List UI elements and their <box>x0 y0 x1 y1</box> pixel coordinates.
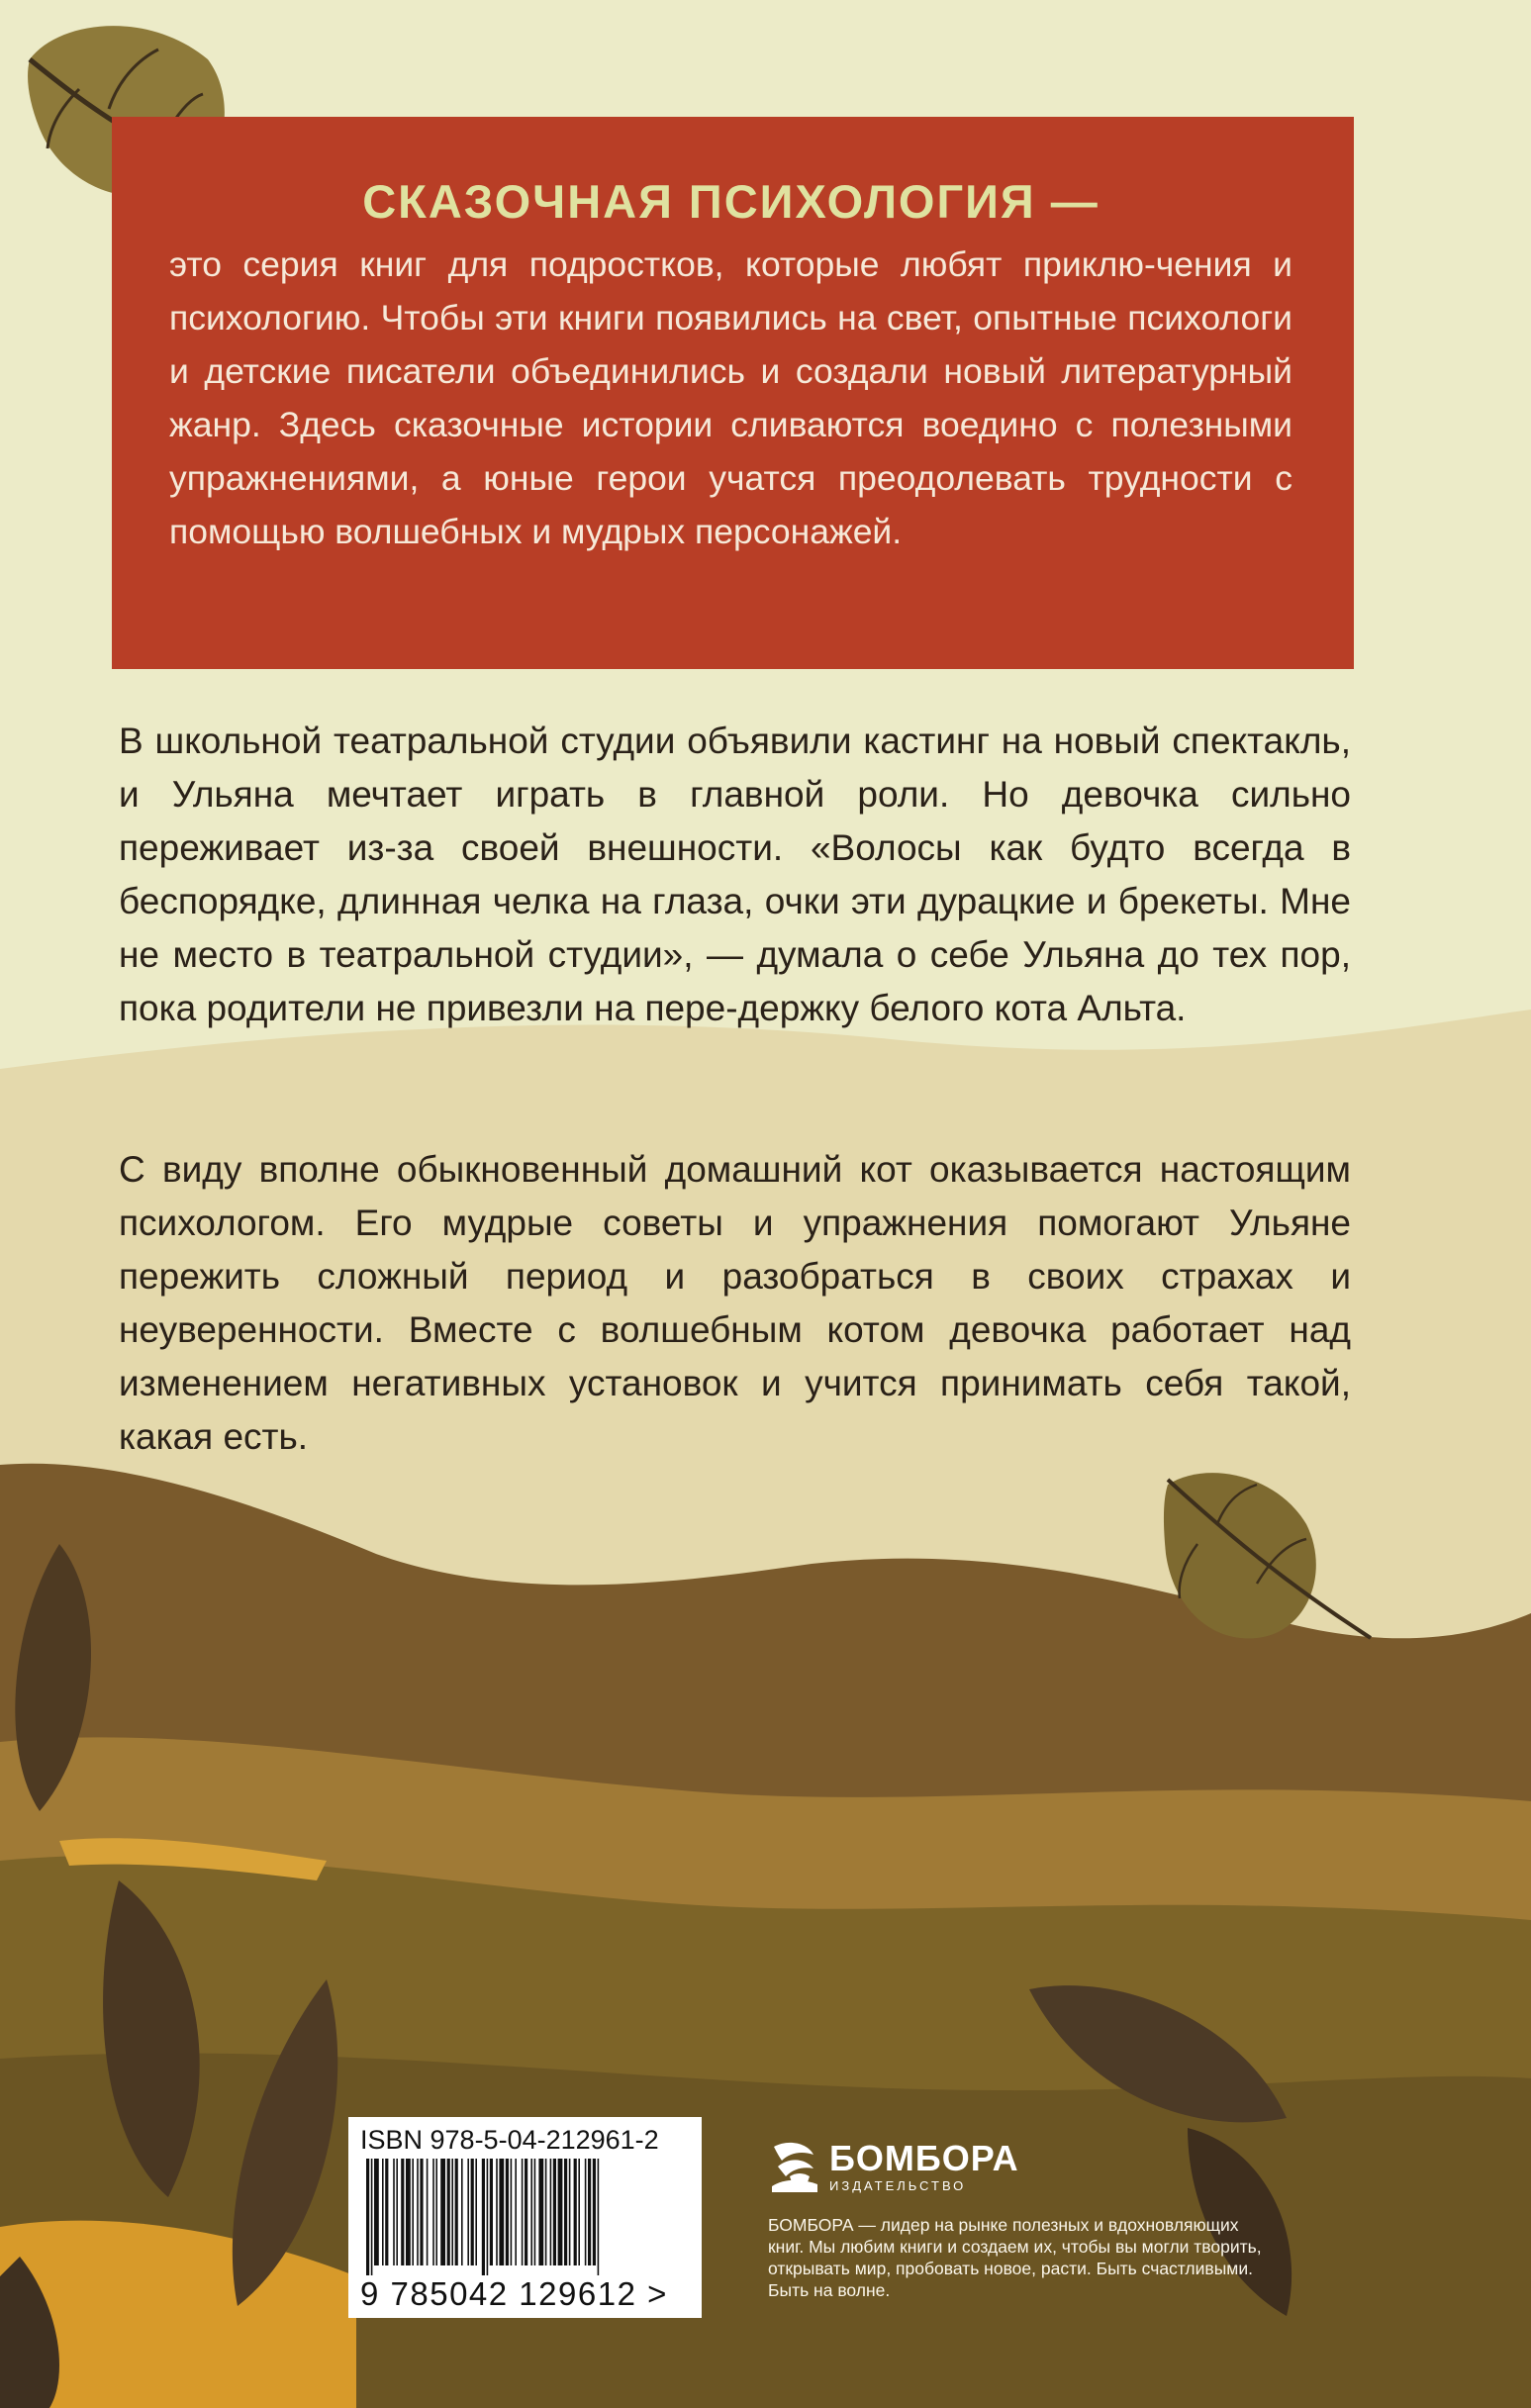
annotation-paragraph-1: В школьной театральной студии объявили кастинг на новый спектакль, и Ульяна мечтает играть в главной роли. Но девочка сильно переживает из-за своей внешности. «Волосы как будто всегда в беспорядке, длинная челка на глаза, очки эти дурацкие и брекеты. Мне не место в театральной студии», — думала о себе Ульяна до тех пор, пока родители не привезли на пере-держку белого кота Альта. <box>119 721 1351 1028</box>
barcode-bar <box>564 2159 567 2265</box>
barcode-bar <box>550 2159 552 2265</box>
barcode-bar <box>558 2159 563 2265</box>
series-info-box <box>112 117 1354 669</box>
series-description: это серия книг для подростков, которые любят приклю-чения и психологию. Чтобы эти книги появились на свет, опытные психологи и детские писатели объединились и создали новый литературный жанр. Здесь сказочные истории сливаются воедино с полезными упражнениями, а юные герои учатся преодолевать трудности с помощью волшебных и мудрых персонажей. <box>169 244 1292 551</box>
barcode-bar <box>487 2159 489 2275</box>
barcode-bar <box>593 2159 596 2265</box>
barcode-bar <box>371 2159 373 2275</box>
ean-number: 9 785042 129612 > <box>360 2275 668 2312</box>
barcode-bar <box>401 2159 404 2265</box>
barcode-bar <box>553 2159 556 2265</box>
barcode-bar <box>585 2159 587 2265</box>
barcode-bar <box>406 2159 411 2265</box>
barcode-bar <box>412 2159 414 2265</box>
barcode-bar <box>435 2159 437 2265</box>
barcode-bar <box>525 2159 527 2265</box>
barcode-bar <box>471 2159 474 2265</box>
barcode-bar <box>534 2159 536 2265</box>
barcode-bar <box>499 2159 504 2265</box>
series-title: СКАЗОЧНАЯ ПСИХОЛОГИЯ — <box>362 175 1100 228</box>
barcode-bar <box>569 2159 571 2265</box>
barcode-bar <box>522 2159 524 2265</box>
barcode-bar <box>420 2159 423 2265</box>
publisher-logo <box>768 2139 1263 2196</box>
isbn-number: ISBN 978-5-04-212961-2 <box>360 2125 659 2155</box>
publisher-slogan: БОМБОРА — лидер на рынке полезных и вдохновляющих книг. Мы любим книги и создаем их, чтобы вы могли творить, открывать мир, пробовать новое, расти. Быть счастливыми. Быть на волне. <box>768 2215 1262 2300</box>
barcode-bar <box>451 2159 453 2265</box>
barcode-bar <box>417 2159 419 2265</box>
barcode-bar <box>598 2159 600 2275</box>
barcode-bar <box>393 2159 395 2265</box>
barcode-bar <box>455 2159 458 2265</box>
barcode-bar <box>530 2159 532 2265</box>
bombora-logo-icon <box>768 2139 821 2196</box>
publisher-name: БОМБОРА <box>829 2138 1019 2178</box>
barcode-bar <box>506 2159 509 2265</box>
barcode-bar <box>578 2159 580 2265</box>
barcode-bar <box>427 2159 429 2265</box>
barcode-bar <box>440 2159 445 2265</box>
barcode-bar <box>475 2159 477 2265</box>
barcode-bar <box>496 2159 498 2265</box>
barcode-bar <box>374 2159 379 2265</box>
annotation-paragraph-2: С виду вполне обыкновенный домашний кот оказывается настоящим психологом. Его мудрые советы и упражнения помогают Ульяне пережить сложный период и разобраться в своих страхах и неуверенности. Вместе с волшебным котом девочка работает над изменением негативных установок и учится принимать себя такой, какая есть. <box>119 1149 1351 1457</box>
barcode-bar <box>396 2159 398 2265</box>
barcode <box>348 2117 702 2318</box>
barcode-bar <box>447 2159 450 2265</box>
barcode-bars <box>360 2159 690 2275</box>
barcode-bar <box>467 2159 469 2265</box>
barcode-bar <box>538 2159 543 2265</box>
barcode-bar <box>432 2159 434 2265</box>
barcode-bar <box>490 2159 493 2265</box>
publisher-block <box>768 2139 1263 2301</box>
barcode-bar <box>385 2159 388 2265</box>
publisher-subtitle: ИЗДАТЕЛЬСТВО <box>829 2178 967 2193</box>
barcode-bar <box>511 2159 513 2265</box>
barcode-bar <box>515 2159 517 2265</box>
barcode-bar <box>382 2159 384 2265</box>
barcode-bar <box>545 2159 547 2265</box>
barcode-bar <box>461 2159 463 2265</box>
barcode-bar <box>574 2159 577 2265</box>
barcode-bar <box>482 2159 485 2275</box>
barcode-bar <box>588 2159 591 2265</box>
barcode-bar <box>366 2159 369 2275</box>
